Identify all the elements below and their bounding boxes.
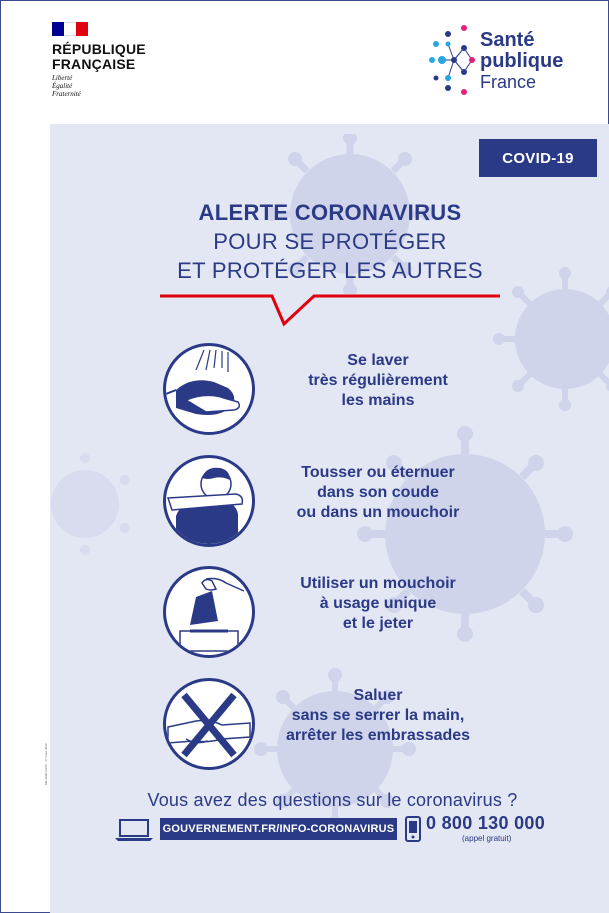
laptop-icon [114, 818, 154, 842]
headline-line3: ET PROTÉGER LES AUTRES [177, 258, 483, 283]
spf-network-icon [428, 22, 478, 102]
spf-wordmark: Santé publique France [480, 29, 564, 92]
questions-text: Vous avez des questions sur le coronavirus ? [147, 790, 518, 810]
gesture-item-no-handshake [163, 678, 563, 770]
gesture-item-cough-elbow [163, 455, 563, 547]
tissue-icon [163, 566, 255, 658]
rf-name: RÉPUBLIQUE FRANÇAISE [52, 41, 146, 72]
cough-elbow-icon [163, 455, 255, 547]
republique-francaise-logo [52, 22, 146, 98]
covid-badge: COVID-19 [479, 139, 597, 177]
sante-publique-france-logo [428, 22, 568, 102]
gesture-item-tissue [163, 566, 563, 658]
speech-bubble-underline [160, 290, 502, 330]
gesture-text: Saluer sans se serrer la main, arrêter les embrassades [285, 687, 471, 744]
phone-note: (appel gratuit) [462, 834, 512, 843]
gesture-text: Utiliser un mouchoir à usage unique et le jeter [300, 575, 456, 632]
french-flag-icon [52, 22, 88, 36]
gesture-text: Se laver très régulièrement les mains [308, 352, 448, 409]
document-reference-code: ME-2020-03/20 - 17 mars 2020 [44, 743, 48, 785]
headline-line1: ALERTE CORONAVIRUS [198, 200, 462, 225]
rf-motto: Liberté Égalité Fraternité [52, 74, 81, 98]
headline [130, 198, 530, 285]
virus-background-icon [50, 444, 130, 564]
phone-number[interactable]: 0 800 130 000 [426, 813, 546, 833]
info-url-link[interactable]: GOUVERNEMENT.FR/INFO-CORONAVIRUS [160, 818, 397, 840]
gesture-text: Tousser ou éternuer dans son coude ou dans un mouchoir [296, 464, 460, 521]
gesture-item-wash-hands [163, 343, 563, 435]
wash-hands-icon [163, 343, 255, 435]
no-handshake-icon [163, 678, 255, 770]
headline-line2: POUR SE PROTÉGER [213, 229, 447, 254]
smartphone-icon [405, 816, 421, 842]
